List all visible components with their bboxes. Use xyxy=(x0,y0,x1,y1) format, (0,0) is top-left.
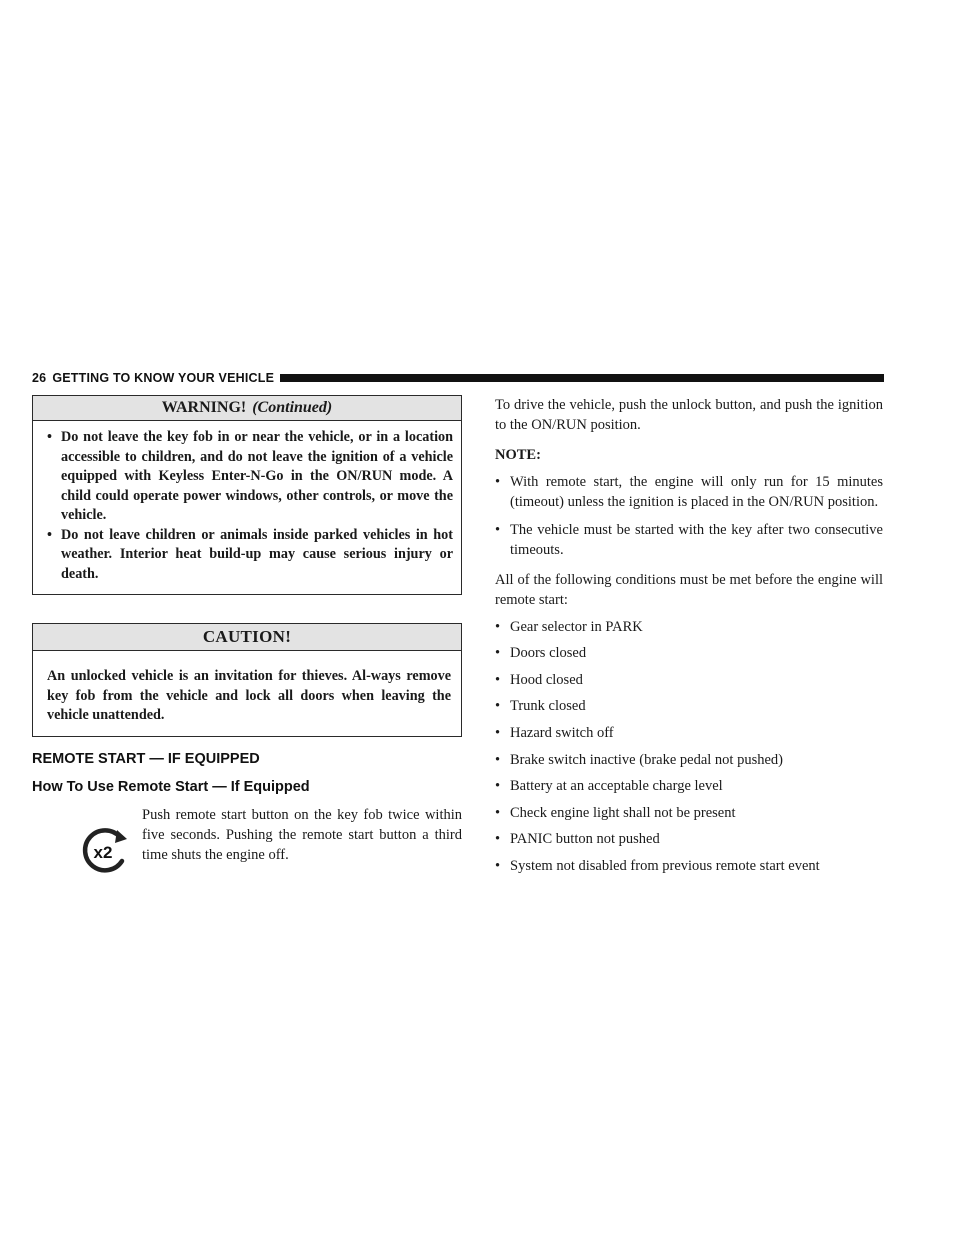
page-number: 26 xyxy=(32,371,47,385)
caution-text: An unlocked vehicle is an invitation for thieves. Al-ways remove key fob from the vehicle and lock all doors when leaving the vehicle unattended. xyxy=(47,668,451,723)
right-column xyxy=(495,395,883,876)
warning-item: • Do not leave the key fob in or near the vehicle, or in a location accessible to children, and do not leave the ignition of a vehicle equipped with Keyless Enter-N-Go in the ON/RUN mode. A child could operate power windows, other controls, or move the vehicle. xyxy=(47,428,453,526)
left-column xyxy=(32,395,462,895)
remote-start-heading: REMOTE START — IF EQUIPPED xyxy=(32,750,260,767)
warning-continued: (Continued) xyxy=(252,399,333,416)
condition-item: • Trunk closed xyxy=(495,698,586,715)
header-rule xyxy=(280,374,884,382)
bullet-icon: • xyxy=(495,778,501,795)
bullet-icon: • xyxy=(495,522,501,538)
condition-item: • Hazard switch off xyxy=(495,724,614,741)
bullet-icon: • xyxy=(495,857,501,874)
conditions-intro: All of the following conditions must be met before the engine will remote start: xyxy=(495,572,883,608)
warning-title: WARNING! xyxy=(161,399,247,416)
remote-start-subheading: How To Use Remote Start — If Equipped xyxy=(32,778,310,795)
warning-body xyxy=(33,421,461,594)
bullet-icon: • xyxy=(495,671,501,688)
note-list xyxy=(495,472,883,560)
bullet-icon: • xyxy=(495,724,501,741)
conditions-list xyxy=(495,617,883,876)
caution-box xyxy=(32,623,462,737)
bullet-icon: • xyxy=(495,618,501,635)
note-label: NOTE: xyxy=(495,447,541,463)
bullet-icon: • xyxy=(495,474,501,490)
caution-title: CAUTION! xyxy=(33,624,461,651)
remote-start-x2-icon xyxy=(80,827,130,877)
page-header xyxy=(32,370,884,386)
note-item: • The vehicle must be started with the key after two consecutive timeouts. xyxy=(495,522,883,558)
warning-header xyxy=(33,396,461,421)
condition-item: • Brake switch inactive (brake pedal not pushed) xyxy=(495,751,783,768)
condition-item: • Doors closed xyxy=(495,645,587,662)
drive-intro: To drive the vehicle, push the unlock button, and push the ignition to the ON/RUN position. xyxy=(495,397,883,433)
warning-item: • Do not leave children or animals inside parked vehicles in hot weather. Interior heat build-up may cause serious injury or death. xyxy=(47,526,453,585)
condition-item: • Battery at an acceptable charge level xyxy=(495,778,723,795)
section-title: GETTING TO KNOW YOUR VEHICLE xyxy=(52,371,275,385)
instruction-block xyxy=(32,805,462,895)
bullet-icon: • xyxy=(47,526,52,543)
condition-item: • Hood closed xyxy=(495,671,583,688)
condition-item: • Check engine light shall not be present xyxy=(495,804,736,821)
bullet-icon: • xyxy=(495,831,501,848)
svg-text:x2: x2 xyxy=(93,842,113,862)
bullet-icon: • xyxy=(495,804,501,821)
bullet-icon: • xyxy=(47,429,52,445)
condition-item: • System not disabled from previous remote start event xyxy=(495,857,820,874)
condition-item: • PANIC button not pushed xyxy=(495,831,660,848)
bullet-icon: • xyxy=(495,751,501,768)
remote-start-instruction: Push remote start button on the key fob twice within five seconds. Pushing the remote start button a third time shuts the engine off. xyxy=(142,806,462,863)
condition-item: • Gear selector in PARK xyxy=(495,618,643,635)
warning-box xyxy=(32,395,462,595)
bullet-icon: • xyxy=(495,698,501,715)
note-item: • With remote start, the engine will only run for 15 minutes (timeout) unless the ignition is placed in the ON/RUN position. xyxy=(495,474,883,510)
bullet-icon: • xyxy=(495,645,501,662)
